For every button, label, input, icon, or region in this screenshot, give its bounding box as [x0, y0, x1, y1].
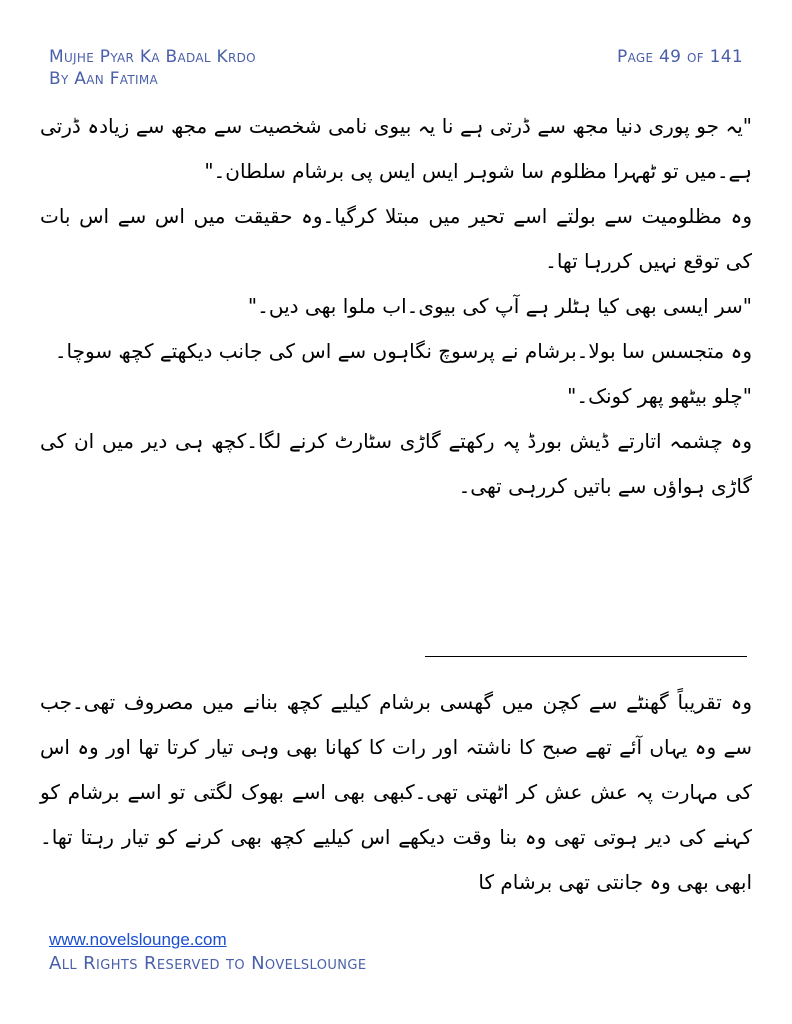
text-block-1: [40, 104, 752, 509]
paragraph: "سر ایسی بھی کیا ہٹلر ہے آپ کی بیوی۔اب ملوا بھی دیں۔": [247, 294, 752, 318]
paragraph: وہ چشمہ اتارتے ڈیش بورڈ پہ رکھتے گاڑی سٹارٹ کرنے لگا۔کچھ ہی دیر میں ان کی گاڑی ہواؤں سے باتیں کررہی تھی۔: [40, 429, 752, 498]
paragraph: "یہ جو پوری دنیا مجھ سے ڈرتی ہے نا یہ بیوی نامی شخصیت سے مجھ سے زیادہ ڈرتی ہے۔میں تو ٹھہرا مظلوم سا شوہر ایس ایس پی برشام سلطان۔": [40, 114, 752, 183]
book-info: [49, 46, 256, 90]
text-block-2: [40, 680, 752, 905]
section-divider: [425, 656, 747, 657]
paragraph: وہ متجسس سا بولا۔برشام نے پرسوچ نگاہوں سے اس کی جانب دیکھتے کچھ سوچا۔: [54, 339, 752, 363]
page-number: Page 49 of 141: [617, 47, 743, 67]
paragraph: "چلو بیٹھو پھر کونک۔": [567, 384, 752, 408]
paragraph: وہ مظلومیت سے بولتے اسے تحیر میں مبتلا کرگیا۔وہ حقیقت میں اس سے اس بات کی توقع نہیں کررہا تھا۔: [40, 204, 752, 273]
book-author: By Aan Fatima: [49, 69, 159, 89]
website-link[interactable]: www.novelslounge.com: [49, 930, 227, 949]
book-title: Mujhe Pyar Ka Badal Krdo: [49, 47, 256, 67]
copyright-notice: All Rights Reserved to Novelslounge: [49, 953, 367, 974]
paragraph: وہ تقریباً گھنٹے سے کچن میں گھسی برشام کیلیے کچھ بنانے میں مصروف تھی۔جب سے وہ یہاں آئے تھے صبح کا ناشتہ اور رات کا کھانا بھی وہی تیار کرتا تھا اور وہ اس کی مہارت پہ عش عش کر اٹھتی تھی۔کبھی بھی اسے بھوک لگتی تو اسے برشام کو کہنے کی دیر ہوتی تھی وہ بنا وقت دیکھے اس کیلیے کچھ بھی کرنے کو تیار رہتا تھا۔ابھی بھی وہ جانتی تھی برشام کا: [40, 690, 752, 894]
